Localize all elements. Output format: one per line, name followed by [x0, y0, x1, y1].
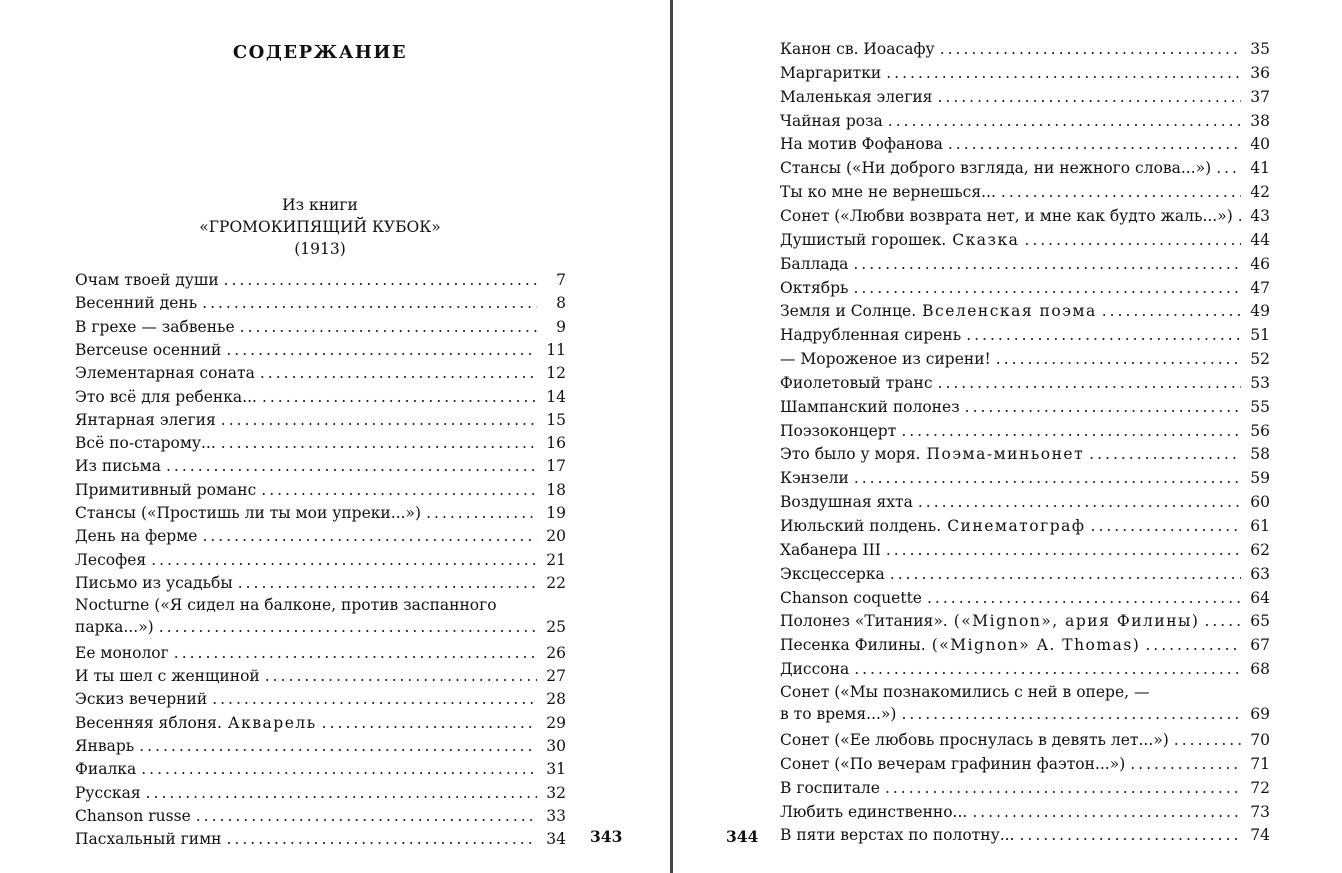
- entry-page: 8: [556, 294, 566, 313]
- dot-leader: [226, 338, 537, 362]
- toc-entry: [75, 594, 566, 640]
- book-heading-title: «ГРОМОКИПЯЩИЙ КУБОК»: [199, 218, 441, 236]
- entry-title: Весенний день: [75, 294, 198, 313]
- dot-leader: [265, 664, 537, 688]
- toc-entry: [780, 633, 1270, 657]
- dot-leader: [151, 548, 537, 572]
- toc-entry: [780, 490, 1270, 514]
- dot-leader: [996, 347, 1241, 371]
- entry-page: 11: [546, 340, 566, 359]
- entry-title: И ты шел с женщиной: [75, 667, 260, 685]
- toc-entry: [75, 385, 566, 409]
- page-title: СОДЕРЖАНИЕ: [232, 42, 408, 63]
- dot-leader: [1001, 180, 1241, 204]
- entry-title: Элементарная соната: [75, 364, 255, 383]
- dot-leader: [260, 361, 537, 385]
- entry-page: 69: [1250, 704, 1270, 723]
- dot-leader: [940, 37, 1241, 61]
- entry-title: Berceuse осенний: [75, 340, 222, 359]
- entry-page: 17: [546, 457, 566, 476]
- toc-entry: [780, 395, 1270, 419]
- entry-subtitle: («Mignon», ария Филины): [953, 612, 1200, 631]
- toc-entry: [780, 228, 1270, 252]
- entry-title: Стансы («Простишь ли ты мои упреки...»): [75, 504, 422, 522]
- dot-leader: [885, 776, 1241, 800]
- toc-entry: [75, 431, 566, 455]
- toc-entry: [780, 299, 1270, 323]
- entry-title: Сонет («Любви возврата нет, и мне как будто жаль...»): [780, 206, 1233, 225]
- entry-title-cont: парка...»): [75, 618, 154, 637]
- entry-page: 55: [1250, 397, 1270, 416]
- toc-entry: [75, 781, 566, 805]
- entry-page: 31: [546, 760, 566, 779]
- entry-title: Январь: [75, 736, 135, 755]
- dot-leader: [918, 490, 1241, 514]
- toc-entry: [780, 252, 1270, 276]
- entry-title: Шампанский полонез: [780, 397, 960, 416]
- toc-entry: [780, 323, 1270, 347]
- toc-entry: [75, 454, 566, 478]
- dot-leader: [1216, 156, 1241, 180]
- dot-leader: [1145, 633, 1241, 657]
- entry-page: 29: [546, 713, 566, 732]
- dot-leader: [224, 268, 537, 292]
- dot-leader: [262, 385, 537, 409]
- toc-entry: [780, 586, 1270, 610]
- entry-title: Июльский полдень.: [780, 517, 942, 535]
- toc-entry: [780, 156, 1270, 180]
- entry-title: Эскиз вечерний: [75, 690, 208, 709]
- dot-leader: [901, 703, 1241, 725]
- entry-title: — Мороженое из сирени!: [780, 350, 991, 369]
- dot-leader: [890, 562, 1241, 586]
- dot-leader: [888, 109, 1241, 133]
- entry-page: 12: [546, 364, 566, 383]
- entry-page: 58: [1250, 445, 1270, 464]
- toc-entry: [75, 687, 566, 711]
- entry-subtitle: Вселенская поэма: [922, 302, 1097, 321]
- entry-page: 22: [546, 573, 566, 592]
- entry-title: Лесофея: [75, 550, 147, 569]
- dot-leader: [1174, 728, 1241, 752]
- entry-title: День на ферме: [75, 527, 198, 546]
- toc-entry: [75, 664, 566, 688]
- dot-leader: [221, 431, 537, 455]
- dot-leader: [1130, 752, 1241, 776]
- toc-entry: [780, 800, 1270, 824]
- entry-page: 72: [1250, 778, 1270, 797]
- dot-leader: [972, 800, 1241, 824]
- entry-title: Nocturne («Я сидел на балконе, против заспанного: [75, 596, 497, 615]
- dot-leader: [966, 323, 1241, 347]
- toc-entry: [75, 361, 566, 385]
- dot-leader: [886, 61, 1241, 85]
- entry-page: 56: [1250, 421, 1270, 440]
- toc-entry: [780, 204, 1270, 228]
- entry-title: Chanson russe: [75, 806, 191, 825]
- toc-entry: [780, 85, 1270, 109]
- entry-title: Стансы («Ни доброго взгляда, ни нежного слова...»): [780, 159, 1212, 178]
- entry-title: Очам твоей души: [75, 271, 219, 289]
- entry-page: 36: [1250, 63, 1270, 82]
- dot-leader: [937, 85, 1241, 109]
- entry-subtitle: Акварель: [227, 713, 317, 732]
- dot-leader: [221, 408, 537, 432]
- entry-title: На мотив Фофанова: [780, 135, 943, 154]
- entry-page: 37: [1250, 87, 1270, 106]
- entry-page: 70: [1250, 730, 1270, 749]
- entry-title: Воздушная яхта: [780, 493, 913, 512]
- entry-title: Поэзоконцерт: [780, 421, 897, 440]
- toc-entry: [780, 442, 1270, 466]
- entry-page: 9: [556, 317, 566, 336]
- toc-entry: [780, 132, 1270, 156]
- entry-title: Душистый горошек.: [780, 230, 947, 249]
- entry-title: Пасхальный гимн: [75, 830, 222, 849]
- entry-subtitle: Поэма-миньонет: [926, 445, 1085, 464]
- toc-entry: [780, 276, 1270, 300]
- toc-entry: [780, 514, 1270, 538]
- entry-title: Баллада: [780, 254, 849, 273]
- dot-leader: [174, 641, 537, 665]
- dot-leader: [853, 276, 1241, 300]
- dot-leader: [927, 586, 1241, 610]
- entry-title: Маргаритки: [780, 63, 882, 82]
- entry-subtitle: Синематограф: [947, 517, 1086, 535]
- entry-title: Диссона: [780, 660, 850, 679]
- page-number-right: 344: [726, 827, 759, 846]
- entry-title: Хабанера III: [780, 540, 881, 559]
- entry-title: Сонет («Мы познакомились с ней в опере, —: [780, 682, 1150, 701]
- dot-leader: [1091, 514, 1241, 538]
- entry-title: Янтарная элегия: [75, 410, 216, 429]
- toc-entry: [780, 776, 1270, 800]
- dot-leader: [202, 524, 537, 548]
- dot-leader: [886, 538, 1241, 562]
- entry-page: 65: [1250, 612, 1270, 631]
- entry-page: 73: [1250, 802, 1270, 821]
- entry-title: Надрубленная сирень: [780, 326, 962, 345]
- entry-page: 30: [546, 736, 566, 755]
- toc-entry: [780, 728, 1270, 752]
- entry-page: 59: [1250, 469, 1270, 488]
- entry-title: Примитивный романс: [75, 480, 257, 499]
- entry-title: Это всё для ребенка...: [75, 387, 257, 406]
- entry-page: 20: [546, 527, 566, 546]
- entry-page: 47: [1250, 278, 1270, 297]
- entry-page: 61: [1250, 517, 1270, 535]
- toc-entry: [75, 315, 566, 339]
- dot-leader: [1024, 228, 1241, 252]
- entry-page: 14: [546, 387, 566, 406]
- toc-entry: [780, 609, 1270, 633]
- entry-page: 52: [1250, 350, 1270, 369]
- entry-page: 74: [1250, 826, 1270, 845]
- toc-entry: [780, 752, 1270, 776]
- entry-page: 43: [1250, 206, 1270, 225]
- entry-page: 68: [1250, 660, 1270, 679]
- dot-leader: [202, 291, 537, 315]
- entry-page: 33: [546, 806, 566, 825]
- entry-title: Это было у моря.: [780, 445, 921, 464]
- toc-entry: [780, 37, 1270, 61]
- dot-leader: [1089, 442, 1241, 466]
- entry-title: Любить единственно...: [780, 802, 968, 821]
- dot-leader: [159, 616, 537, 638]
- toc-entry: [780, 562, 1270, 586]
- dot-leader: [1102, 299, 1241, 323]
- entry-title: Октябрь: [780, 278, 849, 297]
- book-heading-year: (1913): [294, 240, 346, 258]
- toc-entry: [75, 408, 566, 432]
- toc-entry: [780, 681, 1270, 727]
- dot-leader: [965, 395, 1241, 419]
- toc-entry: [75, 478, 566, 502]
- dot-leader: [141, 757, 537, 781]
- toc-entry: [780, 109, 1270, 133]
- dot-leader: [1204, 609, 1241, 633]
- book-heading: [75, 194, 565, 260]
- toc-entry: [75, 641, 566, 665]
- toc-entry: [780, 823, 1270, 847]
- entry-title: Эксцессерка: [780, 564, 885, 583]
- dot-leader: [1238, 204, 1241, 228]
- entry-page: 25: [546, 618, 566, 637]
- dot-leader: [212, 687, 537, 711]
- toc-entry: [75, 524, 566, 548]
- entry-title: Chanson coquette: [780, 588, 922, 607]
- dot-leader: [322, 711, 537, 735]
- entry-title: Чайная роза: [780, 111, 883, 130]
- entry-title: В пяти верстах по полотну...: [780, 826, 1015, 845]
- entry-title: Письмо из усадьбы: [75, 573, 233, 592]
- entry-page: 40: [1250, 135, 1270, 154]
- entry-title: Из письма: [75, 457, 161, 476]
- dot-leader: [240, 315, 537, 339]
- dot-leader: [1019, 823, 1241, 847]
- toc-entry: [75, 501, 566, 525]
- entry-page: 44: [1250, 230, 1270, 249]
- toc-entry: [75, 734, 566, 758]
- toc-entry: [780, 538, 1270, 562]
- toc-entry: [75, 711, 566, 735]
- entry-page: 49: [1250, 302, 1270, 321]
- entry-page: 7: [556, 271, 566, 289]
- toc-entry: [780, 61, 1270, 85]
- entry-title: Ее монолог: [75, 643, 169, 662]
- entry-page: 26: [546, 643, 566, 662]
- entry-title: Всё по-старому...: [75, 434, 216, 453]
- toc-entry: [780, 419, 1270, 443]
- entry-title: Песенка Филины.: [780, 636, 926, 655]
- entry-page: 71: [1250, 754, 1270, 773]
- entry-page: 38: [1250, 111, 1270, 130]
- dot-leader: [226, 827, 537, 851]
- dot-leader: [166, 454, 537, 478]
- dot-leader: [196, 804, 537, 828]
- entry-page: 15: [546, 410, 566, 429]
- toc-entry: [780, 657, 1270, 681]
- dot-leader: [854, 657, 1241, 681]
- dot-leader: [901, 419, 1241, 443]
- entry-title: Маленькая элегия: [780, 87, 933, 106]
- entry-page: 32: [546, 783, 566, 802]
- dot-leader: [261, 478, 537, 502]
- entry-title: Весенняя яблоня.: [75, 713, 222, 732]
- entry-page: 53: [1250, 373, 1270, 392]
- entry-page: 46: [1250, 254, 1270, 273]
- entry-page: 34: [546, 830, 566, 849]
- toc-entry: [75, 338, 566, 362]
- entry-page: 60: [1250, 493, 1270, 512]
- page-divider: [670, 0, 673, 873]
- toc-entry: [75, 548, 566, 572]
- dot-leader: [938, 371, 1241, 395]
- entry-title: В госпитале: [780, 778, 880, 797]
- entry-page: 21: [546, 550, 566, 569]
- entry-subtitle: («Mignon» A. Thomas): [931, 636, 1141, 655]
- entry-title: В грехе — забвенье: [75, 317, 235, 336]
- book-heading-line1: Из книги: [282, 196, 358, 214]
- page-number-left: 343: [590, 827, 623, 846]
- dot-leader: [426, 501, 537, 525]
- entry-page: 63: [1250, 564, 1270, 583]
- entry-page: 35: [1250, 40, 1270, 58]
- toc-entry: [75, 804, 566, 828]
- toc-entry: [75, 827, 566, 851]
- entry-title: Кэнзели: [780, 469, 849, 488]
- entry-page: 18: [546, 480, 566, 499]
- entry-title: Ты ко мне не вернешься...: [780, 183, 996, 202]
- dot-leader: [146, 781, 537, 805]
- toc-entry: [780, 347, 1270, 371]
- toc-entry: [780, 466, 1270, 490]
- dot-leader: [854, 466, 1241, 490]
- entry-title: Сонет («Ее любовь проснулась в девять лет...»): [780, 730, 1169, 749]
- entry-title-cont: в то время...»): [780, 704, 897, 723]
- entry-title: Полонез «Титания».: [780, 612, 948, 631]
- toc-entry: [780, 371, 1270, 395]
- entry-page: 19: [546, 504, 566, 522]
- entry-subtitle: Сказка: [952, 230, 1020, 249]
- entry-page: 28: [546, 690, 566, 709]
- dot-leader: [139, 734, 537, 758]
- toc-entry: [75, 757, 566, 781]
- toc-entry: [780, 180, 1270, 204]
- entry-title: Фиалка: [75, 760, 137, 779]
- toc-entry: [75, 571, 566, 595]
- entry-page: 41: [1250, 159, 1270, 178]
- entry-page: 27: [546, 667, 566, 685]
- dot-leader: [853, 252, 1241, 276]
- entry-page: 42: [1250, 183, 1270, 202]
- entry-title: Русская: [75, 783, 141, 802]
- entry-page: 67: [1250, 636, 1270, 655]
- toc-entry: [75, 291, 566, 315]
- dot-leader: [948, 132, 1241, 156]
- entry-page: 51: [1250, 326, 1270, 345]
- entry-title: Земля и Солнце.: [780, 302, 917, 321]
- entry-title: Канон св. Иоасафу: [780, 40, 935, 58]
- entry-title: Сонет («По вечерам графинин фаэтон...»): [780, 754, 1126, 773]
- entry-title: Фиолетовый транс: [780, 373, 933, 392]
- entry-page: 16: [546, 434, 566, 453]
- entry-page: 62: [1250, 540, 1270, 559]
- dot-leader: [238, 571, 537, 595]
- entry-page: 64: [1250, 588, 1270, 607]
- toc-entry: [75, 268, 566, 292]
